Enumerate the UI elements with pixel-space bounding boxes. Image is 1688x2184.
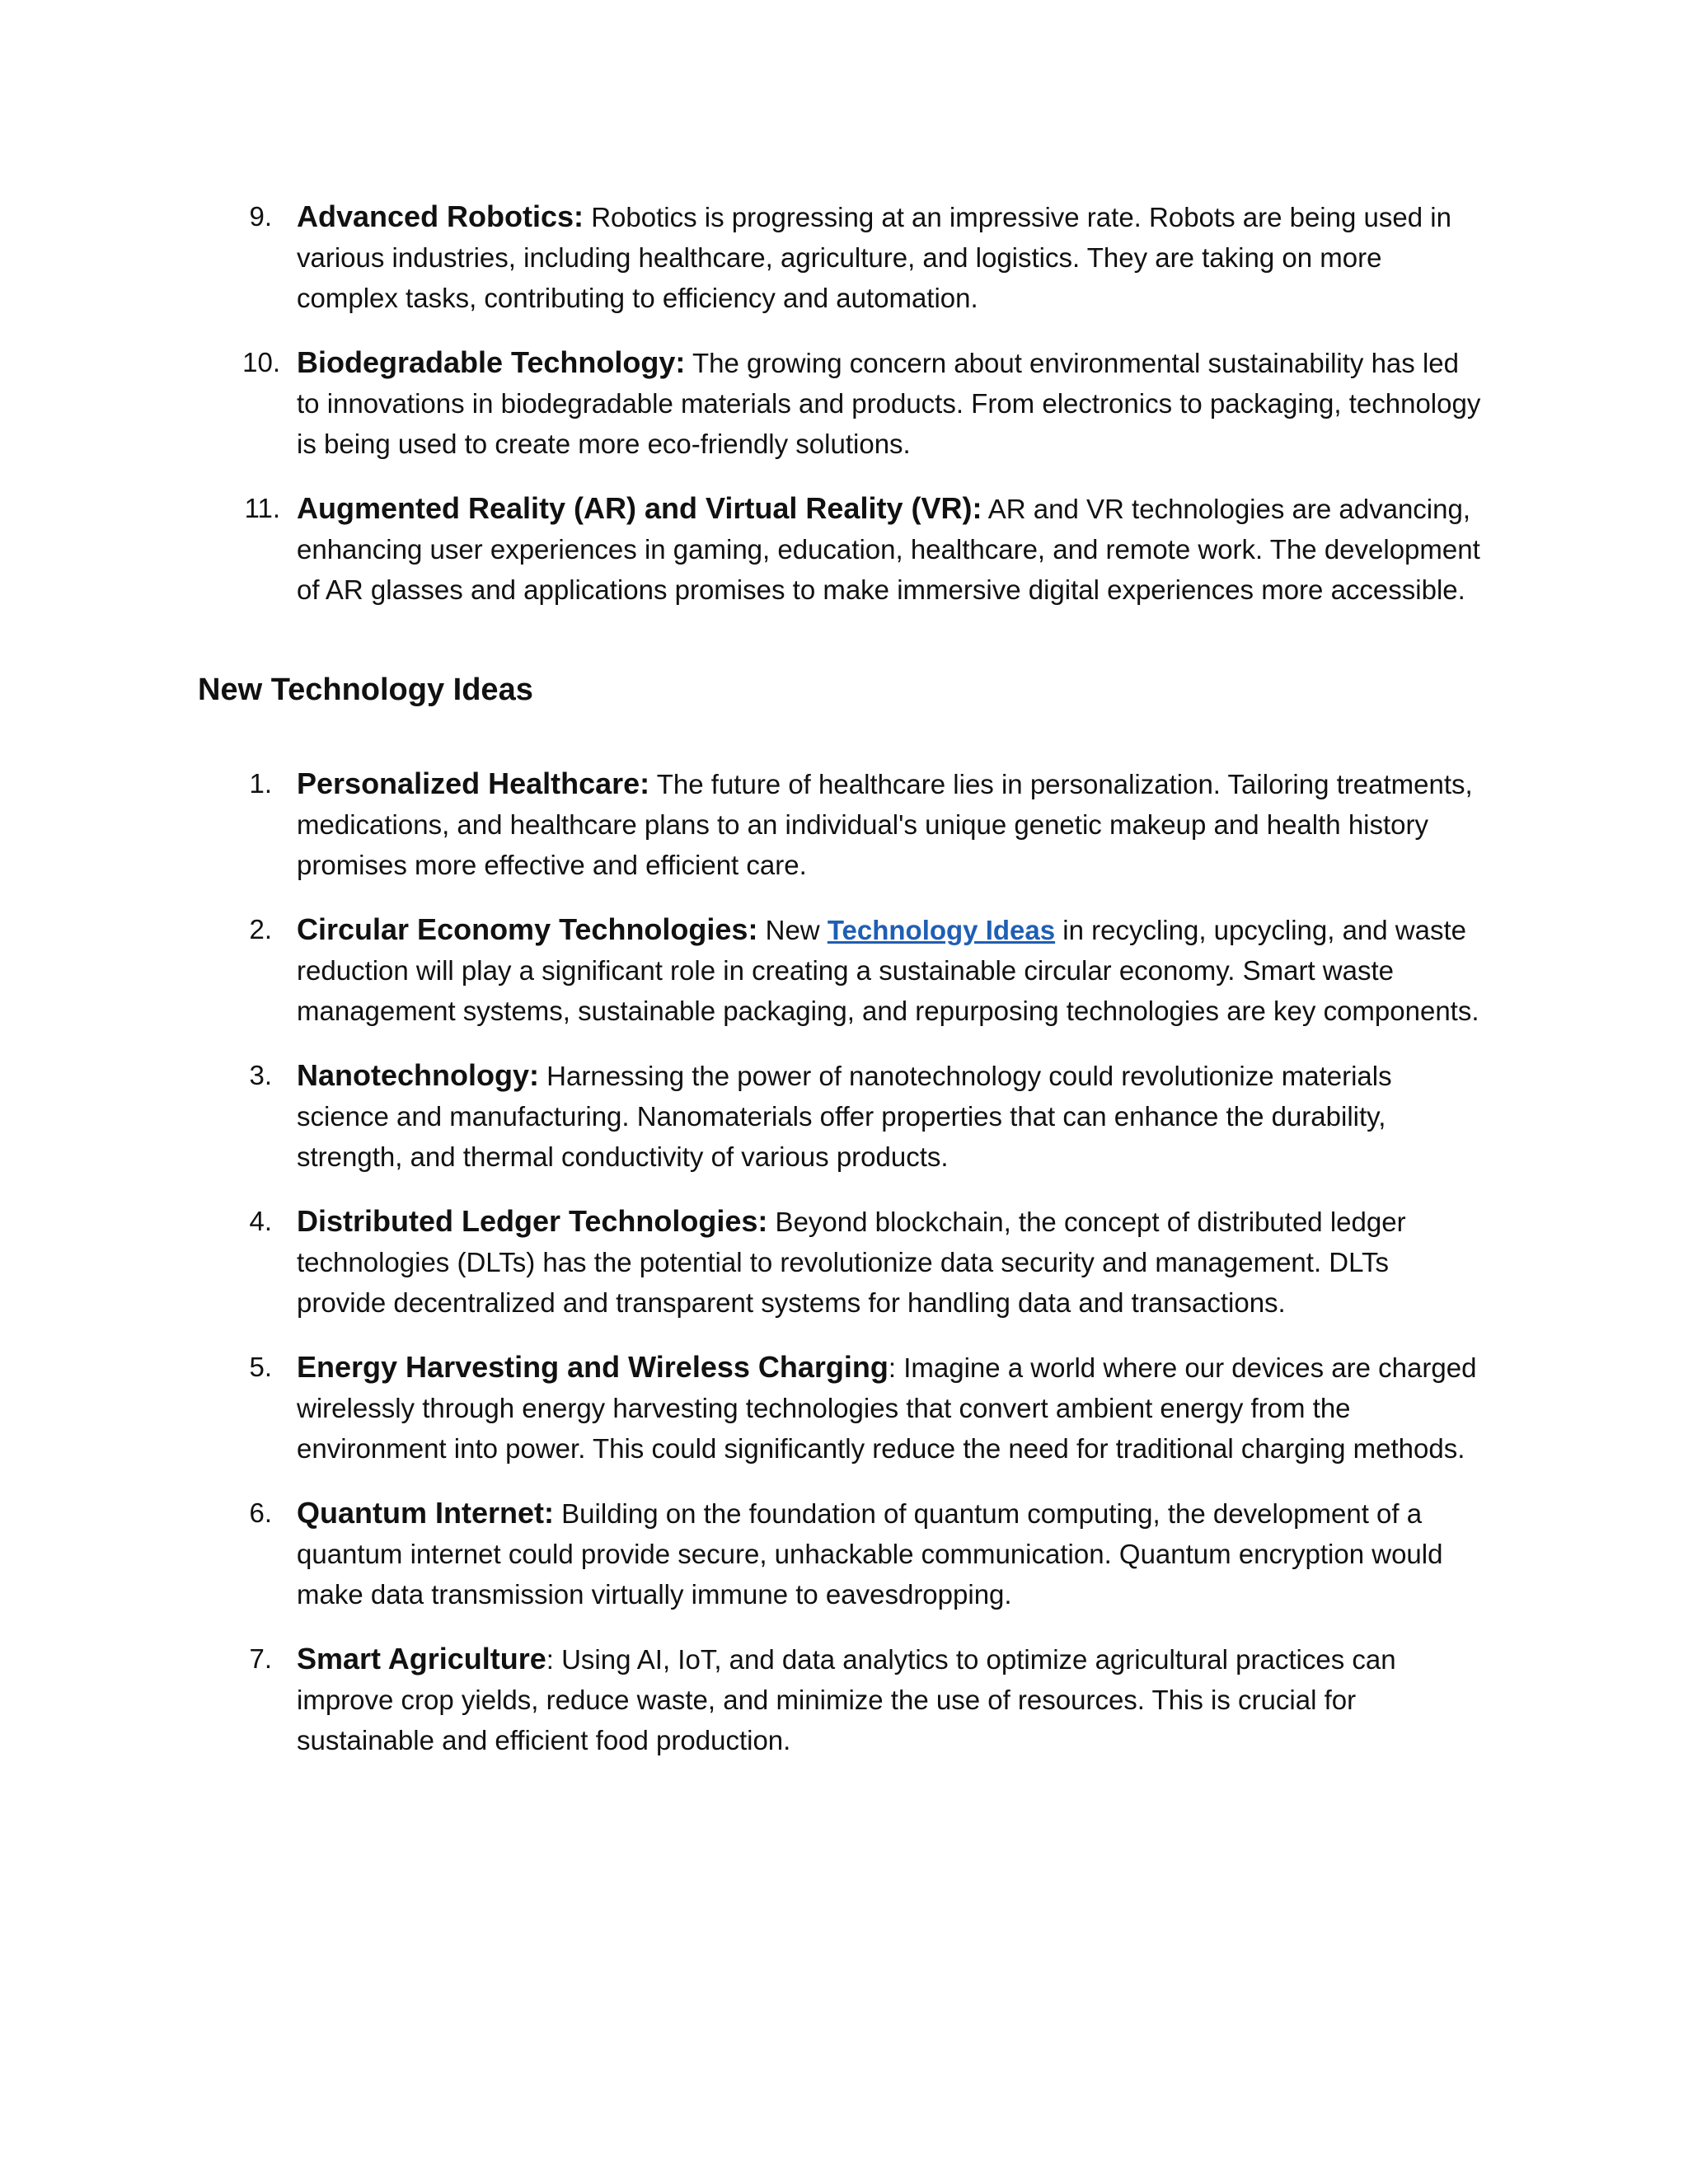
technology-ideas-link[interactable]: Technology Ideas [827, 915, 1056, 945]
item-text: Beyond blockchain, the concept of distributed ledger technologies (DLTs) has the potential to revolutionize data security and management. DLTs provide decentralized and transparent systems for handling data and transactions. [297, 1207, 1406, 1318]
item-text: The growing concern about environmental sustainability has led to innovations in biodegradable materials and products. From electronics to packaging, technology is being used to create more eco-friendly solutions. [297, 348, 1481, 459]
list-item [198, 909, 1484, 1031]
ideas-list [198, 763, 1484, 1784]
item-term: Personalized Healthcare: [297, 766, 650, 800]
list-item [198, 196, 1484, 318]
item-term: Advanced Robotics: [297, 199, 584, 233]
list-number: 2. [249, 914, 272, 944]
item-text: : Using AI, IoT, and data analytics to optimize agricultural practices can improve crop yields, reduce waste, and minimize the use of resources. This is crucial for sustainable and efficient food production. [297, 1644, 1396, 1755]
list-number: 10. [242, 347, 280, 377]
list-item [198, 488, 1484, 610]
list-item [198, 1638, 1484, 1760]
item-term: Energy Harvesting and Wireless Charging [297, 1350, 889, 1384]
list-number: 6. [249, 1497, 272, 1528]
list-number: 11. [244, 493, 280, 523]
list-number: 3. [249, 1060, 272, 1090]
item-term: Circular Economy Technologies: [297, 912, 758, 946]
list-number: 9. [249, 201, 272, 232]
item-text: The future of healthcare lies in personalization. Tailoring treatments, medications, and healthcare plans to an individual's unique genetic makeup and health history promises more effective and efficient care. [297, 769, 1473, 880]
list-item [198, 763, 1484, 885]
list-number: 4. [249, 1206, 272, 1236]
item-text-before-link: New [757, 915, 828, 945]
item-text: in recycling, upcycling, and waste reduction will play a significant role in creating a sustainable circular economy. Smart waste management systems, sustainable packaging, and repurposing technologies are key components. [297, 915, 1479, 1026]
item-text: Harnessing the power of nanotechnology could revolutionize materials science and manufacturing. Nanomaterials offer properties that can enhance the durability, strength, and thermal conductivity of various products. [297, 1061, 1392, 1172]
list-item [198, 1493, 1484, 1615]
item-term: Smart Agriculture [297, 1642, 546, 1675]
list-item [198, 1201, 1484, 1323]
item-text: Robotics is progressing at an impressive rate. Robots are being used in various industries, including healthcare, agriculture, and logistics. They are taking on more complex tasks, contributing to efficiency and automation. [297, 202, 1451, 313]
item-text: Building on the foundation of quantum computing, the development of a quantum internet could provide secure, unhackable communication. Quantum encryption would make data transmission virtually immune to eavesdropping. [297, 1498, 1443, 1610]
list-number: 1. [249, 768, 272, 799]
item-term: Augmented Reality (AR) and Virtual Reality (VR): [297, 491, 982, 525]
item-term: Biodegradable Technology: [297, 345, 686, 379]
item-text: AR and VR technologies are advancing, enhancing user experiences in gaming, education, healthcare, and remote work. The development of AR glasses and applications promises to make immersive digital experiences more accessible. [297, 494, 1480, 605]
item-term: Nanotechnology: [297, 1058, 539, 1092]
list-item [198, 342, 1484, 464]
list-number: 7. [249, 1643, 272, 1674]
section-heading: New Technology Ideas [198, 673, 533, 707]
item-term: Quantum Internet: [297, 1496, 554, 1530]
list-number: 5. [249, 1352, 272, 1382]
list-item [198, 1347, 1484, 1469]
item-text: : Imagine a world where our devices are charged wirelessly through energy harvesting technologies that convert ambient energy from the environment into power. This could significantly reduce the need for traditional charging methods. [297, 1352, 1477, 1464]
list-item [198, 1055, 1484, 1177]
item-term: Distributed Ledger Technologies: [297, 1204, 768, 1238]
numbered-list-continued [198, 196, 1484, 634]
